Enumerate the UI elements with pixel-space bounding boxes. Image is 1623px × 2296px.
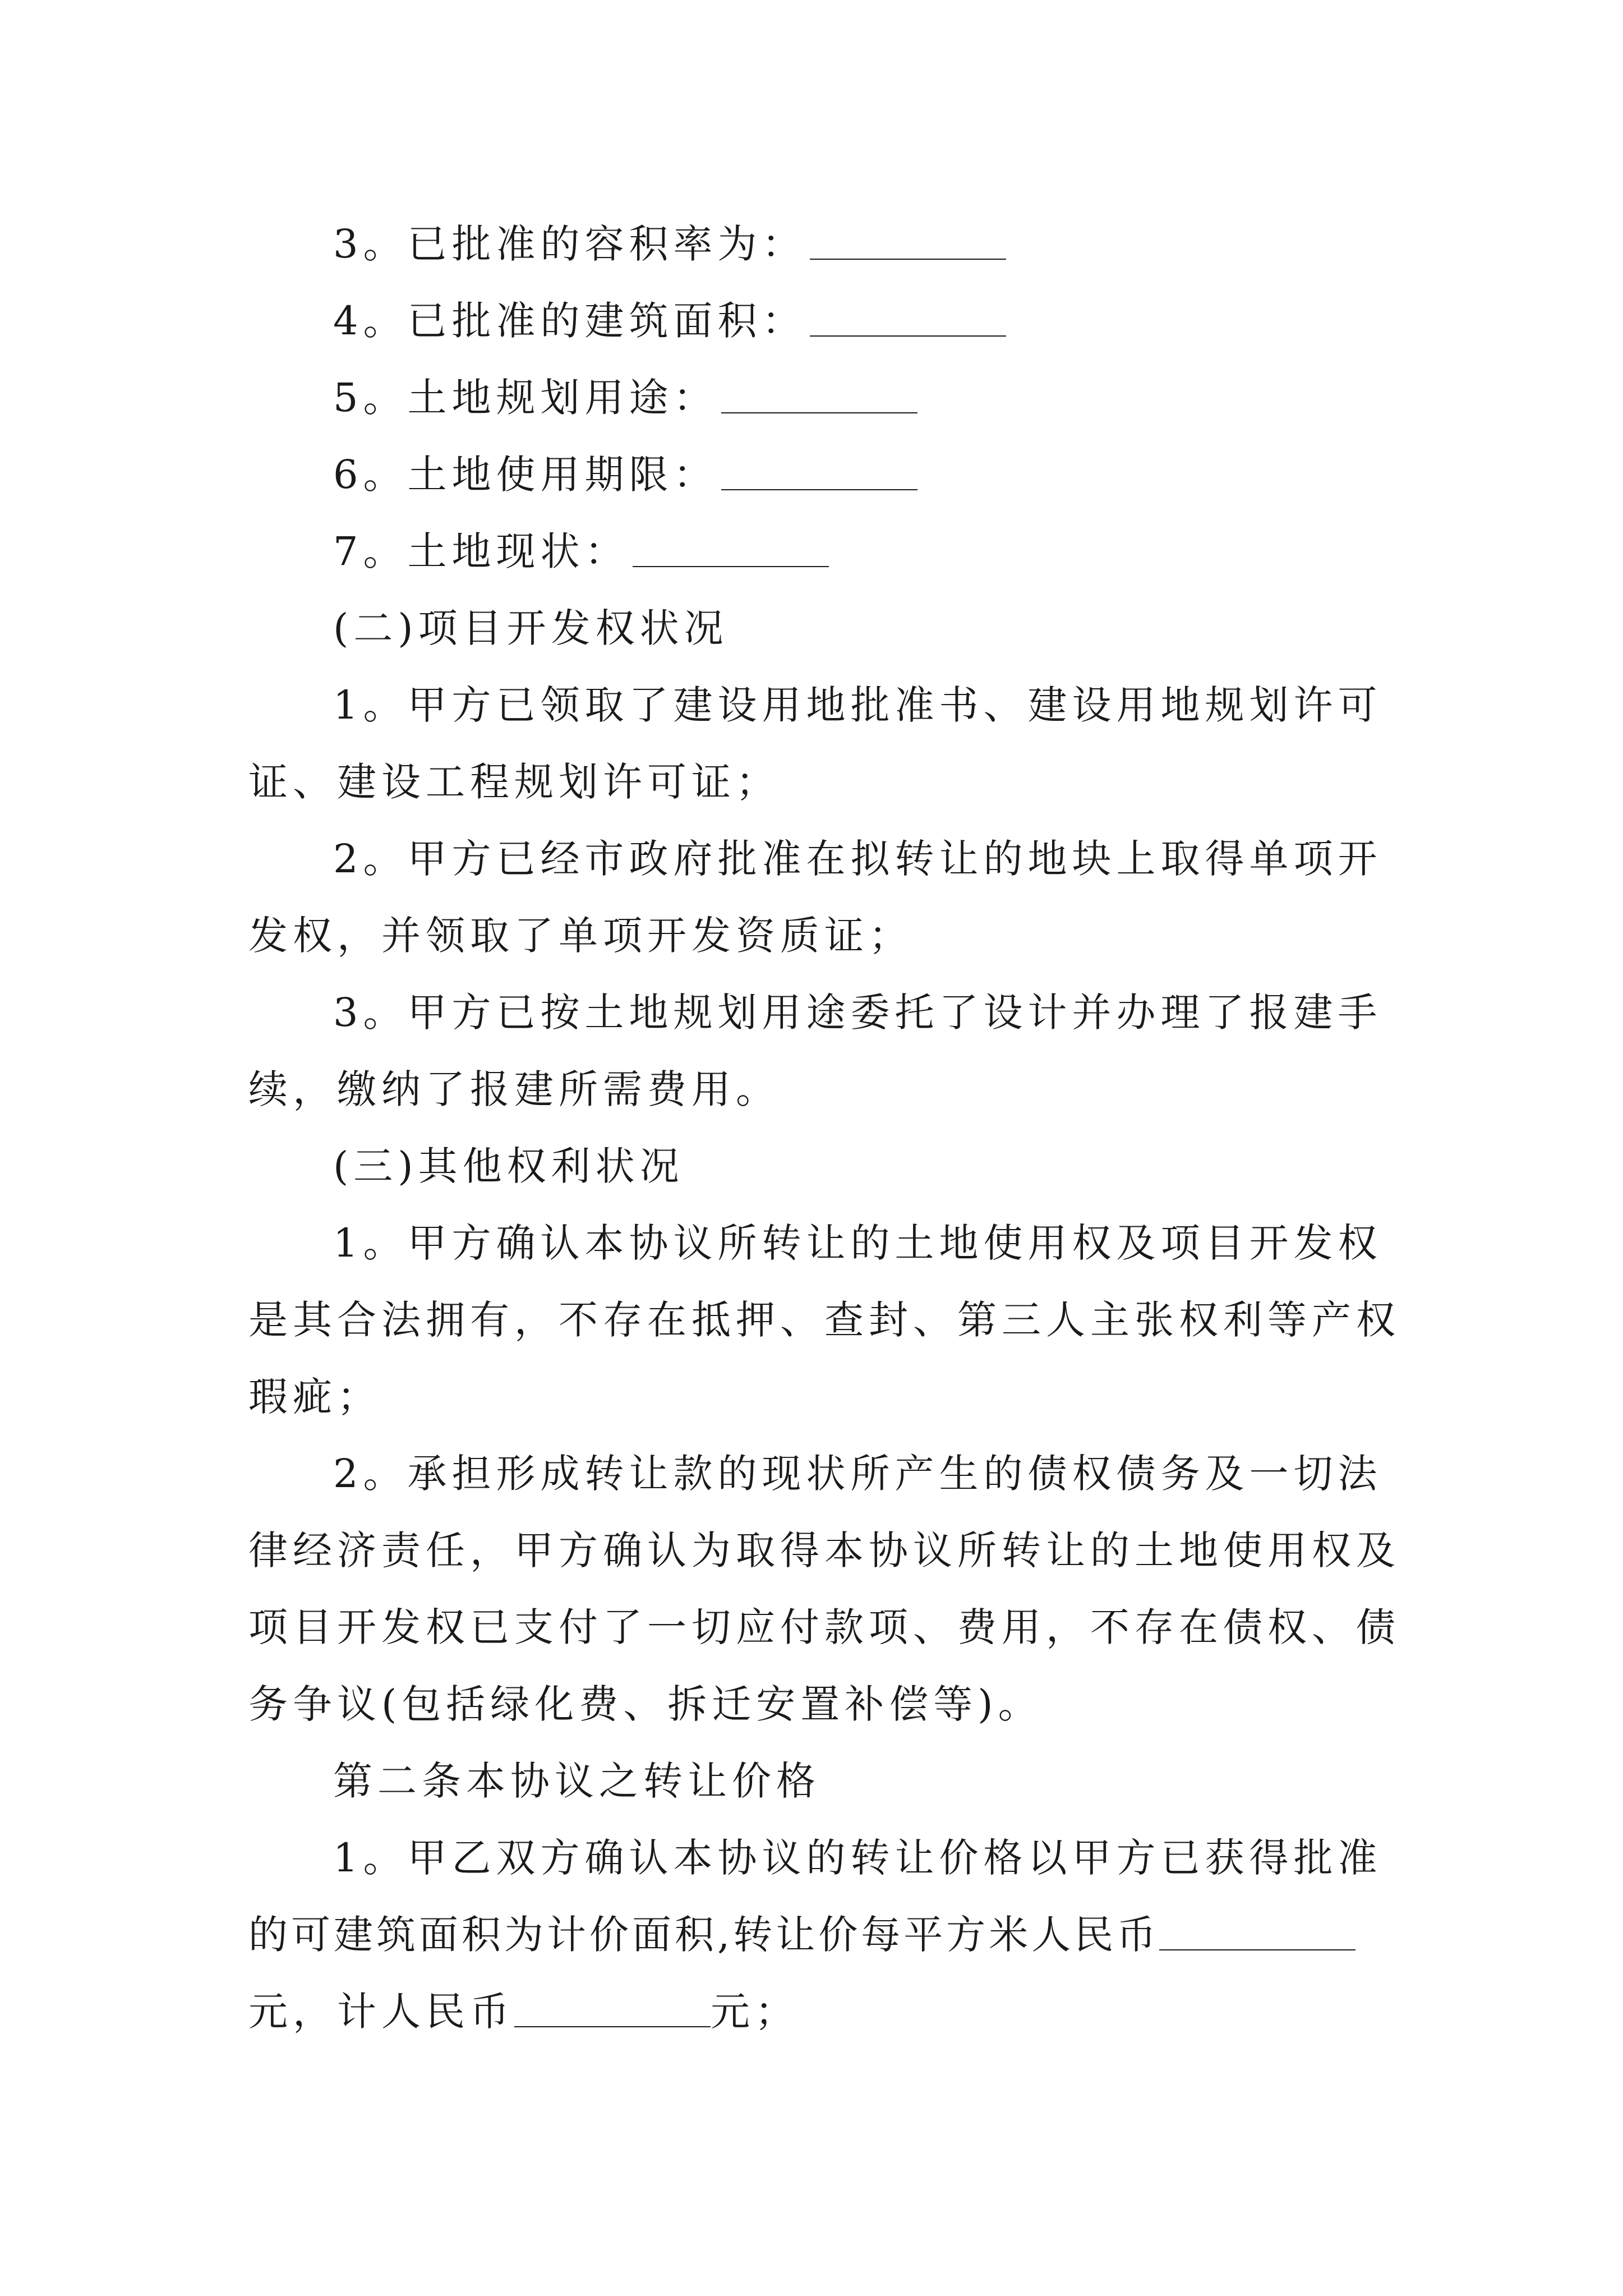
fill-in-blank	[721, 489, 917, 490]
total-price-line: 元，计人民币 元；	[248, 1989, 799, 2035]
far-item: 3。已批准的容积率为：	[333, 216, 1006, 272]
paragraph-line: 3。甲方已按土地规划用途委托了设计并办理了报建手	[333, 990, 1382, 1036]
land-term-item: 6。土地使用期限：	[333, 447, 917, 503]
land-status-item: 7。土地现状：	[333, 523, 829, 579]
building-area-item: 4。已批准的建筑面积：	[333, 293, 1006, 349]
section-heading: (二)项目开发权状况	[333, 605, 728, 651]
paragraph-line: 续，缴纳了报建所需费用。	[248, 1066, 780, 1112]
section-heading: (三)其他权利状况	[333, 1143, 684, 1189]
article-heading: 第二条本协议之转让价格	[333, 1758, 820, 1804]
paragraph-line: 瑕疵；	[248, 1374, 381, 1420]
paragraph-line: 务争议(包括绿化费、拆迁安置补偿等)。	[248, 1681, 1043, 1727]
price-line: 的可建筑面积为计价面积,转让价每平方米人民币	[248, 1907, 1355, 1963]
fill-in-blank	[810, 259, 1006, 260]
paragraph-line: 是其合法拥有，不存在抵押、查封、第三人主张权利等产权	[248, 1297, 1400, 1343]
fill-in-blank	[810, 335, 1006, 337]
paragraph-line: 项目开发权已支付了一切应付款项、费用，不存在债权、债	[248, 1604, 1400, 1650]
paragraph-line: 1。甲方确认本协议所转让的土地使用权及项目开发权	[333, 1220, 1382, 1266]
fill-in-blank	[721, 412, 917, 413]
paragraph-line: 发权，并领取了单项开发资质证；	[248, 913, 913, 959]
paragraph-line: 证、建设工程规划许可证；	[248, 759, 780, 805]
paragraph-line: 2。甲方已经市政府批准在拟转让的地块上取得单项开	[333, 836, 1382, 882]
fill-in-blank	[1159, 1949, 1355, 1950]
paragraph-line: 1。甲方已领取了建设用地批准书、建设用地规划许可	[333, 682, 1382, 728]
paragraph-line: 2。承担形成转让款的现状所产生的债权债务及一切法	[333, 1451, 1382, 1497]
fill-in-blank	[633, 566, 829, 567]
paragraph-line: 1。甲乙双方确认本协议的转让价格以甲方已获得批准	[333, 1835, 1382, 1881]
fill-in-blank	[514, 2026, 711, 2027]
land-use-item: 5。土地规划用途：	[333, 370, 917, 426]
paragraph-line: 律经济责任，甲方确认为取得本协议所转让的土地使用权及	[248, 1527, 1400, 1573]
